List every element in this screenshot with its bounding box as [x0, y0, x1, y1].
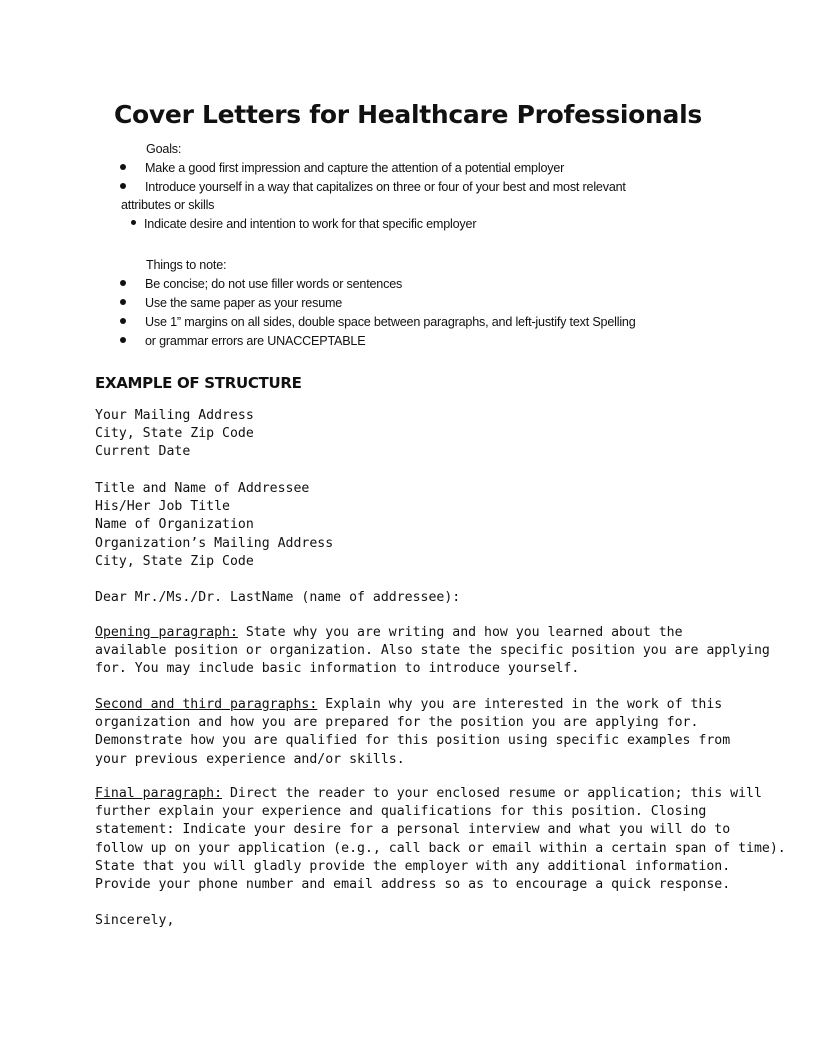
opening-label: Opening paragraph: [95, 625, 238, 640]
bullet-icon [120, 337, 126, 343]
closing [95, 912, 174, 930]
final-label: Final paragraph: [95, 786, 223, 801]
second-line: Explain why you are interested in the work of this [317, 697, 723, 712]
bullet-icon [120, 318, 126, 324]
final-line: State that you will gladly provide the employer with any additional information. [95, 858, 731, 874]
goals-label: Goals: [146, 142, 182, 156]
final-line: statement: Indicate your desire for a personal interview and what you will do to [95, 822, 731, 838]
goal-item: Indicate desire and intention to work for that specific employer [144, 217, 477, 231]
second-line: your previous experience and/or skills. [95, 751, 405, 767]
addressee-line: Name of Organization [95, 517, 254, 533]
opening-paragraph [95, 624, 770, 679]
final-paragraph [95, 785, 786, 894]
closing-text: Sincerely, [95, 913, 175, 928]
bullet-icon [120, 280, 126, 286]
final-line: follow up on your application (e.g., call back or email within a certain span of time). [95, 840, 786, 856]
addressee-block [95, 480, 333, 571]
salutation-text: Dear Mr./Ms./Dr. LastName (name of addressee): [95, 590, 461, 605]
note-item: or grammar errors are UNACCEPTABLE [145, 334, 366, 348]
final-line: Provide your phone number and email address so as to encourage a quick response. [95, 876, 731, 892]
addressee-line: Title and Name of Addressee [95, 481, 310, 496]
bullet-icon [120, 183, 126, 189]
bullet-icon [120, 164, 126, 170]
sender-line: City, State Zip Code [95, 426, 254, 442]
final-line: further explain your experience and qualifications for this position. Closing [95, 804, 707, 820]
document-title: Cover Letters for Healthcare Professionals [114, 100, 702, 129]
second-line: Demonstrate how you are qualified for this position using specific examples from [95, 733, 731, 749]
note-item: Use the same paper as your resume [145, 296, 343, 310]
bullet-icon [131, 220, 136, 225]
structure-heading: EXAMPLE OF STRUCTURE [95, 374, 302, 392]
goal-item: Make a good first impression and capture the attention of a potential employer [145, 161, 565, 175]
sender-block [95, 407, 254, 462]
notes-label: Things to note: [146, 258, 227, 272]
sender-line: Your Mailing Address [95, 408, 254, 423]
addressee-line: Organization’s Mailing Address [95, 535, 334, 551]
opening-line: available position or organization. Also state the specific position you are applying [95, 643, 770, 659]
sender-line: Current Date [95, 444, 191, 460]
final-line: Direct the reader to your enclosed resume or application; this will [222, 786, 762, 801]
opening-line: State why you are writing and how you learned about the [237, 625, 683, 640]
second-paragraph [95, 696, 730, 769]
opening-line: for. You may include basic information to introduce yourself. [95, 661, 580, 677]
second-label: Second and third paragraphs: [95, 697, 318, 712]
note-item: Use 1” margins on all sides, double space between paragraphs, and left-justify text Spelling [145, 315, 636, 329]
salutation [95, 589, 460, 607]
addressee-line: City, State Zip Code [95, 553, 254, 569]
addressee-line: His/Her Job Title [95, 499, 230, 515]
bullet-icon [120, 299, 126, 305]
goal-item-continuation: attributes or skills [121, 198, 215, 212]
goal-item: Introduce yourself in a way that capitalizes on three or four of your best and most relevant [145, 180, 626, 194]
second-line: organization and how you are prepared for the position you are applying for. [95, 715, 699, 731]
note-item: Be concise; do not use filler words or sentences [145, 277, 403, 291]
